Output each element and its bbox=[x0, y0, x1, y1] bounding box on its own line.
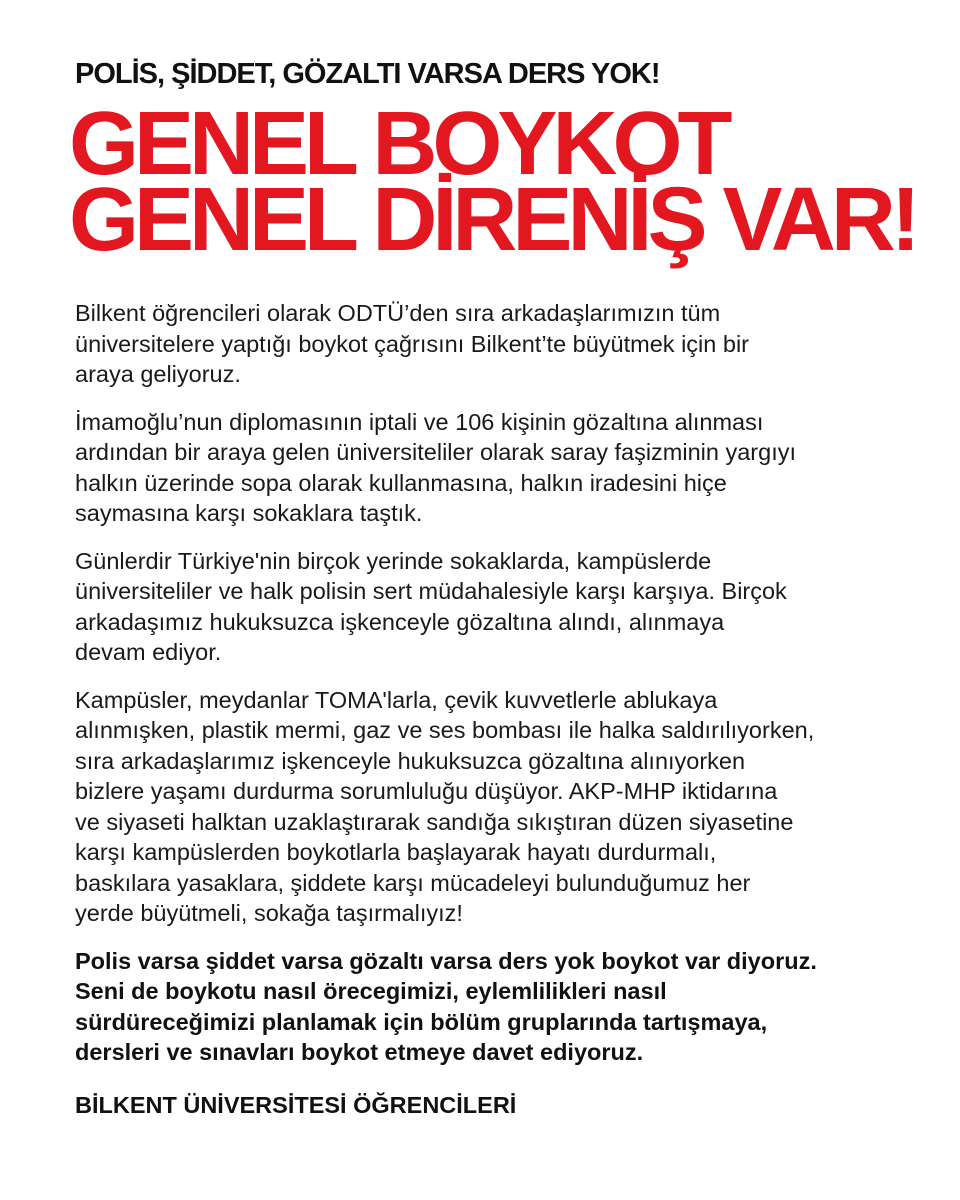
kicker-heading: POLİS, ŞİDDET, GÖZALTI VARSA DERS YOK! bbox=[75, 58, 660, 90]
paragraph-1: Bilkent öğrencileri olarak ODTÜ’den sıra arkadaşlarımızın tüm üniversitelere yaptığı boykot çağrısını Bilkent’te büyütmek için bir araya geliyoruz. bbox=[75, 300, 749, 387]
headline-line-2: GENEL DİRENİŞ VAR! bbox=[69, 170, 916, 270]
statement-body bbox=[75, 298, 905, 1120]
paragraph-3: Günlerdir Türkiye'nin birçok yerinde sokaklarda, kampüslerde üniversiteliler ve halk polisin sert müdahalesiyle karşı karşıya. Birçok arkadaşımız hukuksuzca işkenceyle gözaltına alındı, alınmaya devam ediyor. bbox=[75, 547, 787, 665]
call-to-action: Polis varsa şiddet varsa gözaltı varsa ders yok boykot var diyoruz. Seni de boykotu nasıl örecegimizi, eylemlilikleri nasıl sürdüreceğimizi planlamak için bölüm gruplarında tartışmaya, dersleri ve sınavları boykot etmeye davet ediyoruz. bbox=[75, 947, 817, 1065]
headline bbox=[69, 94, 916, 270]
poster bbox=[69, 0, 916, 1200]
paragraph-4: Kampüsler, meydanlar TOMA'larla, çevik kuvvetlerle ablukaya alınmışken, plastik mermi, gaz ve ses bombası ile halka saldırılıyorken, sıra arkadaşlarımız işkenceyle hukuksuzca gözaltına alınıyorken bizlere yaşamı durdurma sorumluluğu düşüyor. AKP-MHP iktidarına ve siyaseti halktan uzaklaştırarak sandığa sıkıştıran düzen siyasetine karşı kampüslerden boykotlarla başlayarak hayatı durdurmalı, baskılara yasaklara, şiddete karşı mücadeleyi bulunduğumuz her yerde büyütmeli, sokağa taşırmalıyız! bbox=[75, 686, 815, 926]
signature: BİLKENT ÜNİVERSİTESİ ÖĞRENCİLERİ bbox=[75, 1091, 517, 1118]
headline-line-1: GENEL BOYKOT bbox=[69, 94, 728, 194]
paragraph-2: İmamoğlu’nun diplomasının iptali ve 106 kişinin gözaltına alınması ardından bir araya gelen üniversiteliler olarak saray faşizminin yargıyı halkın üzerinde sopa olarak kullanmasına, halkın iradesini hiçe saymasına karşı sokaklara taştık. bbox=[75, 408, 797, 526]
